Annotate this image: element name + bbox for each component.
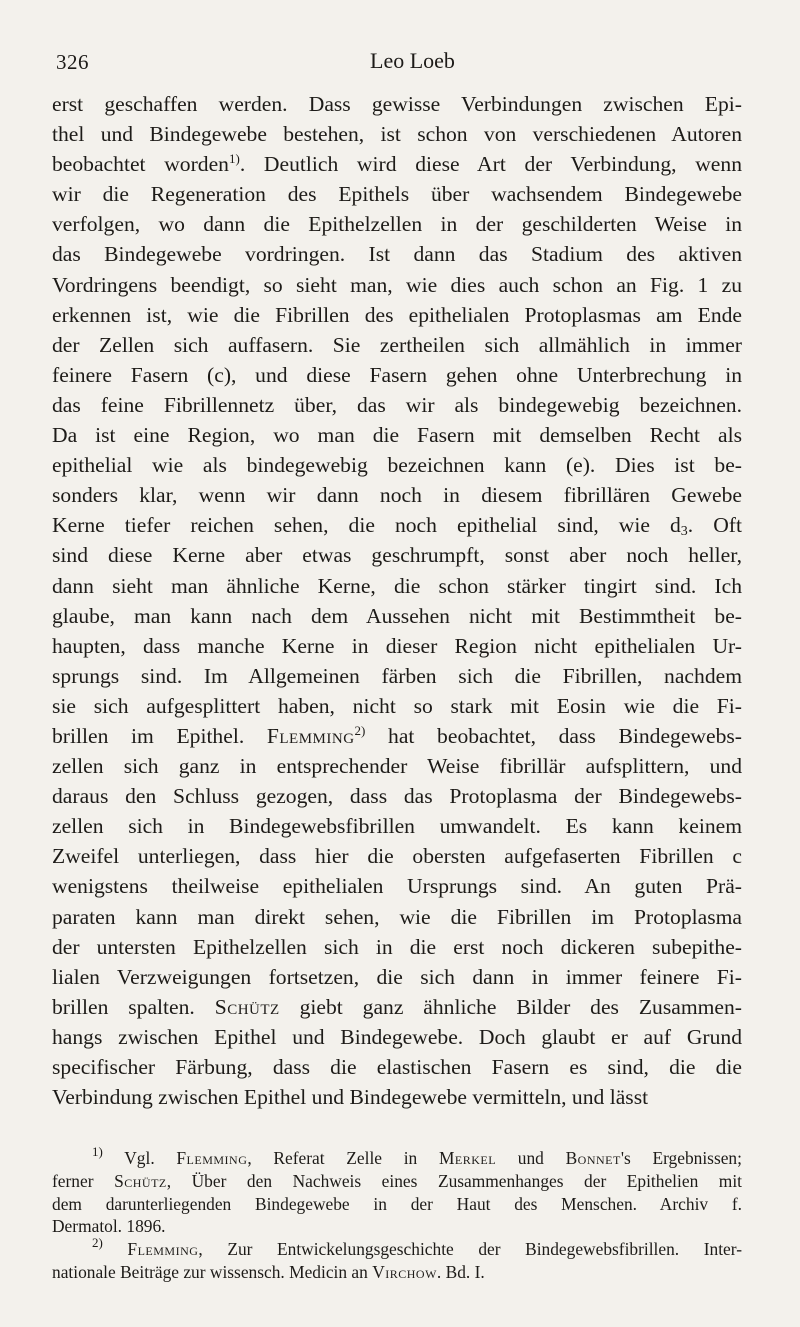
text-line: dann sieht man ähnliche Kerne, die schon stärker tingirt sind. Ich <box>52 573 742 598</box>
author-name: Schütz <box>114 1170 167 1191</box>
text-segment: Vgl. <box>124 1148 155 1168</box>
footnote-1-line <box>52 1170 742 1193</box>
text-line: sprungs sind. Im Allgemeinen färben sich die Fibrillen, nachdem <box>52 663 742 688</box>
footnote-1-line: Dermatol. 1896. <box>52 1216 166 1237</box>
author-name: Flemming <box>176 1148 248 1168</box>
text-line: glaube, man kann nach dem Aussehen nicht mit Bestimmtheit be- <box>52 603 742 628</box>
text-segment: und <box>517 1148 544 1168</box>
page-number: 326 <box>56 50 89 74</box>
text-line: der untersten Epithelzellen sich in die erst noch dickeren subepithe- <box>52 934 742 959</box>
text-line: zellen sich in Bindegewebsfibrillen umwandelt. Es kann keinem <box>52 814 742 839</box>
page-header <box>52 44 742 74</box>
text-line: epithelial wie als bindegewebig bezeichnen kann (e). Dies ist be- <box>52 453 742 478</box>
text-line: verfolgen, wo dann die Epithelzellen in der geschilderten Weise in <box>52 212 742 237</box>
text-line: sind diese Kerne aber etwas geschrumpft, sonst aber noch heller, <box>52 543 742 568</box>
text-line: feinere Fasern (c), und diese Fasern gehen ohne Unterbrechung in <box>52 362 742 387</box>
footnote-2 <box>52 1235 742 1261</box>
running-head: Leo Loeb <box>370 48 455 73</box>
footnote-ref-2: 2) <box>354 722 366 738</box>
text-line <box>52 149 742 179</box>
author-name: Flemming <box>266 723 355 748</box>
text-segment: giebt ganz ähnliche Bilder des Zusammen- <box>279 994 742 1019</box>
text-line: daraus den Schluss gezogen, dass das Protoplasma der Bindegewebs- <box>52 784 742 809</box>
text-line: hangs zwischen Epithel und Bindegewebe. Doch glaubt er auf Grund <box>52 1024 742 1049</box>
text-line <box>52 721 742 751</box>
text-line: Zweifel unterliegen, dass hier die obersten aufgefaserten Fibrillen c <box>52 844 742 869</box>
text-line: wir die Regeneration des Epithels über wachsendem Bindegewebe <box>52 182 742 207</box>
text-segment: . Oft <box>687 513 742 538</box>
footnote-marker: 1) <box>92 1144 103 1159</box>
text-line: paraten kann man direkt sehen, wie die Fibrillen im Protoplasma <box>52 904 742 929</box>
text-segment: ferner <box>52 1170 94 1191</box>
text-line: sie sich aufgesplittert haben, nicht so stark mit Eosin wie die Fi- <box>52 693 742 718</box>
text-line: lialen Verzweigungen fortsetzen, die sich dann in immer feinere Fi- <box>52 964 742 989</box>
footnotes <box>52 1144 742 1284</box>
author-name: Schütz <box>214 994 280 1019</box>
text-segment: hat beobachtet, dass Bindegewebs- <box>365 723 742 748</box>
footnote-2-line <box>52 1261 742 1284</box>
text-segment: 's Ergebnissen; <box>620 1148 742 1168</box>
author-name: Flemming <box>127 1239 199 1260</box>
text-line: Verbindung zwischen Epithel und Bindegewebe vermitteln, und lässt <box>52 1085 649 1110</box>
text-segment: beobachtet worden <box>52 152 229 177</box>
text-segment: brillen im Epithel. <box>52 723 245 748</box>
text-line <box>52 992 742 1022</box>
text-segment: , Über den Nachweis eines Zusammenhanges der Epithelien mit <box>166 1170 742 1191</box>
author-name: Virchow <box>372 1261 437 1282</box>
text-line: das feine Fibrillennetz über, das wir als bindegewebig bezeichnen. <box>52 392 742 417</box>
footnote-1 <box>52 1144 742 1170</box>
footnote-ref-1: 1) <box>228 151 240 167</box>
author-name: Bonnet <box>565 1148 621 1168</box>
text-line: thel und Bindegewebe bestehen, ist schon von verschiedenen Autoren <box>52 122 742 147</box>
footnote-marker: 2) <box>92 1235 103 1251</box>
text-segment: . Deutlich wird diese Art der Verbindung, wenn <box>239 152 742 177</box>
text-line: zellen sich ganz in entsprechender Weise fibrillär aufsplittern, und <box>52 754 742 779</box>
text-segment: , Referat Zelle in <box>247 1148 418 1168</box>
author-name: Merkel <box>438 1148 497 1168</box>
text-line: specifischer Färbung, dass die elastischen Fasern es sind, die die <box>52 1055 742 1079</box>
text-segment: Kerne tiefer reichen sehen, die noch epithelial sind, wie d <box>52 513 681 538</box>
text-segment: nationale Beiträge zur wissensch. Medicin an <box>52 1261 368 1282</box>
text-line: Vordringens beendigt, so sieht man, wie dies auch schon an Fig. 1 zu <box>52 272 742 297</box>
footnote-1-line: dem darunterliegenden Bindegewebe in der Haut des Menschen. Archiv f. <box>52 1193 742 1214</box>
text-line: sonders klar, wenn wir dann noch in diesem fibrillären Gewebe <box>52 483 742 508</box>
text-segment: brillen spalten. <box>52 994 195 1019</box>
text-segment: , Zur Entwickelungsgeschichte der Bindegewebsfibrillen. Inter- <box>198 1239 742 1260</box>
body-text <box>52 89 742 1112</box>
subscript: 3 <box>680 524 688 540</box>
text-line: wenigstens theilweise epithelialen Ursprungs sind. An guten Prä- <box>52 874 742 899</box>
text-line: erkennen ist, wie die Fibrillen des epithelialen Protoplasmas am Ende <box>52 302 742 327</box>
text-line: das Bindegewebe vordringen. Ist dann das Stadium des aktiven <box>52 242 742 267</box>
text-segment: . Bd. I. <box>436 1261 485 1282</box>
text-line: Da ist eine Region, wo man die Fasern mit demselben Recht als <box>52 423 742 448</box>
text-line: haupten, dass manche Kerne in dieser Region nicht epithelialen Ur- <box>52 633 742 658</box>
text-line: erst geschaffen werden. Dass gewisse Verbindungen zwischen Epi- <box>52 92 742 116</box>
text-line: der Zellen sich auffasern. Sie zertheilen sich allmählich in immer <box>52 332 742 357</box>
text-line <box>52 510 742 540</box>
